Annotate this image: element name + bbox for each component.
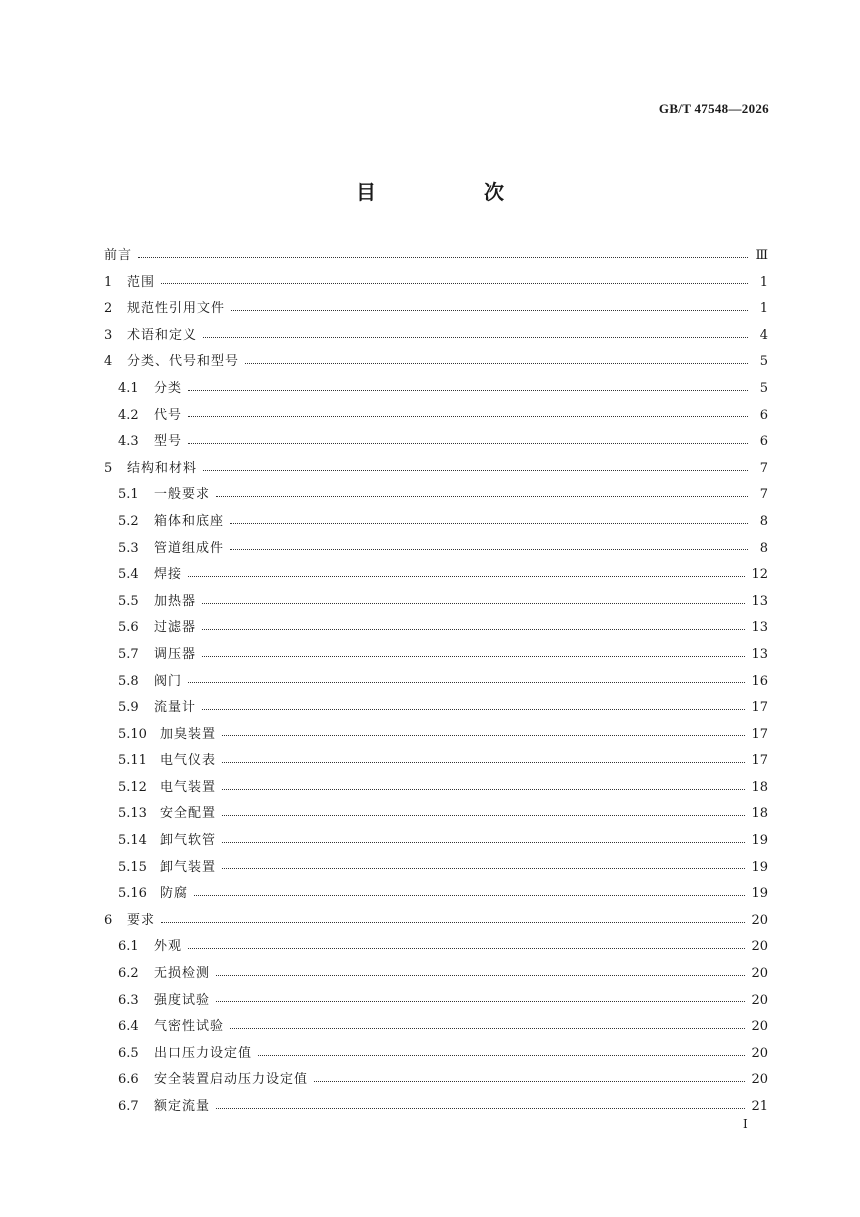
toc-entry-page: 8 [759,540,768,556]
toc-dot-leader [231,310,748,311]
toc-entry[interactable] [104,855,768,882]
toc-dot-leader [230,549,748,550]
toc-entry[interactable] [104,615,768,642]
toc-entry[interactable] [104,934,768,961]
toc-entry[interactable] [104,509,768,536]
toc-entry-number: 4.1 [118,380,139,396]
toc-entry-title: 强度试验 [154,992,211,1008]
toc-entry[interactable] [104,1041,768,1068]
toc-entry[interactable] [104,908,768,935]
toc-entry[interactable] [104,403,768,430]
toc-entry-number: 5.2 [118,513,139,529]
toc-entry-number: 5.10 [118,726,147,742]
toc-entry[interactable] [104,1067,768,1094]
toc-entry[interactable] [104,722,768,749]
toc-dot-leader [216,1001,745,1002]
toc-entry-title: 防腐 [160,886,189,902]
toc-dot-leader [245,363,748,364]
toc-entry[interactable] [104,349,768,376]
toc-dot-leader [202,656,745,657]
toc-entry-number: 5.14 [118,833,147,849]
toc-entry-page: 6 [759,434,768,450]
toc-dot-leader [202,709,745,710]
toc-entry-title: 无损检测 [154,966,211,982]
toc-entry-page: 13 [751,620,768,636]
toc-entry-title: 结构和材料 [127,460,198,476]
toc-entry-number: 5.16 [118,886,147,902]
toc-entry-number: 4.3 [118,434,139,450]
toc-dot-leader [216,496,748,497]
toc-entry[interactable] [104,961,768,988]
toc-entry-title: 调压器 [154,646,197,662]
toc-entry-title: 加热器 [154,593,197,609]
toc-dot-leader [161,283,748,284]
toc-entry-title: 代号 [154,407,183,423]
toc-entry[interactable] [104,376,768,403]
toc-dot-leader [222,735,745,736]
toc-entry[interactable] [104,243,768,270]
toc-entry-title: 额定流量 [154,1099,211,1114]
toc-entry-page: 6 [759,407,768,423]
toc-entry-title: 电气装置 [160,779,217,795]
toc-entry[interactable] [104,482,768,509]
toc-entry-number: 5.12 [118,779,147,795]
toc-dot-leader [216,975,745,976]
toc-entry[interactable] [104,562,768,589]
toc-dot-leader [222,842,745,843]
toc-entry-title: 过滤器 [154,620,197,636]
toc-entry-page: 17 [751,700,768,716]
toc-dot-leader [161,922,745,923]
toc-entry-number: 5 [104,460,113,476]
toc-dot-leader [188,576,745,577]
toc-dot-leader [188,682,745,683]
toc-entry-page: 19 [751,833,768,849]
toc-entry-page: 13 [751,646,768,662]
toc-dot-leader [194,895,745,896]
toc-dot-leader [230,523,748,524]
toc-entry-title: 箱体和底座 [154,513,225,529]
toc-entry-title: 阀门 [154,673,183,689]
toc-dot-leader [188,416,748,417]
toc-entry-number: 6.1 [118,939,139,955]
toc-entry-title: 规范性引用文件 [127,301,226,317]
toc-entry-title: 要求 [127,912,156,928]
toc-dot-leader [230,1028,745,1029]
toc-entry-number: 5.3 [118,540,139,556]
toc-entry[interactable] [104,988,768,1015]
toc-dot-leader [222,789,745,790]
toc-entry-number: 5.13 [118,806,147,822]
toc-entry-page: 4 [759,327,768,343]
toc-entry-page: 20 [751,1045,768,1061]
toc-dot-leader [138,257,748,258]
toc-entry[interactable] [104,589,768,616]
standard-code: GB/T 47548—2026 [658,101,769,116]
toc-entry-page: 20 [751,1072,768,1088]
toc-entry-title: 流量计 [154,700,197,716]
toc-entry-page: 16 [751,673,768,689]
toc-title: 目 次 [356,180,548,204]
toc-entry[interactable] [104,429,768,456]
toc-entry-page: Ⅲ [755,248,768,263]
toc-dot-leader [202,603,745,604]
toc-entry[interactable] [104,296,768,323]
toc-entry-title: 加臭装置 [160,726,217,742]
toc-dot-leader [216,1108,745,1109]
toc-entry-page: 20 [751,992,768,1008]
toc-entry-number: 6 [104,912,113,928]
toc-entry-number: 1 [104,274,113,290]
toc-dot-leader [188,443,748,444]
toc-dot-leader [188,948,745,949]
toc-dot-leader [222,868,745,869]
toc-dot-leader [188,390,748,391]
toc-entry-number: 6.2 [118,966,139,982]
toc-entry-number: 5.5 [118,593,139,609]
toc-entry[interactable] [104,642,768,669]
toc-entry-number: 6.5 [118,1045,139,1061]
toc-entry[interactable] [104,695,768,722]
toc-entry-title: 气密性试验 [154,1019,225,1035]
toc-entry-title: 管道组成件 [154,540,225,556]
toc-entry-page: 21 [751,1099,768,1114]
toc-entry-page: 7 [759,460,768,476]
toc-entry[interactable] [104,323,768,350]
toc-entry-page: 5 [759,354,768,370]
toc-entry-number: 6.7 [118,1099,139,1114]
toc-entry-title: 分类 [154,380,183,396]
toc-entry-title: 安全装置启动压力设定值 [154,1072,309,1088]
toc-entry[interactable] [104,1094,768,1121]
toc-entry[interactable] [104,775,768,802]
table-of-contents [104,243,768,1121]
toc-entry[interactable] [104,270,768,297]
toc-entry[interactable] [104,828,768,855]
toc-entry-title: 型号 [154,434,183,450]
toc-entry-number: 5.11 [118,753,147,769]
toc-dot-leader [314,1081,745,1082]
toc-entry-page: 8 [759,513,768,529]
toc-entry[interactable] [104,881,768,908]
toc-entry-title: 焊接 [154,567,183,583]
toc-entry-title: 卸气装置 [160,859,217,875]
toc-entry-title: 电气仪表 [160,753,217,769]
toc-entry-page: 5 [759,380,768,396]
toc-entry[interactable] [104,669,768,696]
toc-entry-number: 6.6 [118,1072,139,1088]
toc-entry[interactable] [104,456,768,483]
toc-entry-page: 13 [751,593,768,609]
toc-dot-leader [203,337,748,338]
toc-entry-page: 20 [751,1019,768,1035]
toc-entry-title: 一般要求 [154,487,211,503]
toc-entry-page: 19 [751,859,768,875]
toc-entry-number: 5.4 [118,567,139,583]
toc-entry-page: 17 [751,753,768,769]
toc-entry-title: 外观 [154,939,183,955]
page-number: I [743,1117,748,1131]
toc-entry[interactable] [104,801,768,828]
toc-entry[interactable] [104,1014,768,1041]
toc-entry[interactable] [104,748,768,775]
toc-entry-number: 3 [104,327,113,343]
toc-entry-page: 20 [751,966,768,982]
toc-entry-page: 1 [759,274,768,290]
toc-entry-number: 4 [104,354,113,370]
toc-entry[interactable] [104,536,768,563]
toc-entry-number: 5.7 [118,646,139,662]
toc-entry-page: 1 [759,301,768,317]
toc-dot-leader [203,470,748,471]
toc-entry-title: 分类、代号和型号 [127,354,240,370]
toc-entry-number: 6.4 [118,1019,139,1035]
toc-entry-number: 5.15 [118,859,147,875]
toc-entry-number: 5.9 [118,700,139,716]
toc-entry-title: 前言 [104,248,133,263]
toc-dot-leader [222,815,745,816]
toc-dot-leader [202,629,745,630]
toc-entry-number: 6.3 [118,992,139,1008]
toc-entry-page: 18 [751,779,768,795]
toc-entry-page: 19 [751,886,768,902]
toc-entry-title: 出口压力设定值 [154,1045,253,1061]
toc-entry-number: 5.1 [118,487,139,503]
toc-entry-title: 范围 [127,274,156,290]
toc-entry-title: 卸气软管 [160,833,217,849]
toc-entry-number: 5.8 [118,673,139,689]
toc-entry-page: 18 [751,806,768,822]
toc-entry-number: 2 [104,301,113,317]
toc-entry-page: 20 [751,912,768,928]
toc-entry-page: 12 [751,567,768,583]
toc-entry-number: 4.2 [118,407,139,423]
toc-entry-page: 20 [751,939,768,955]
toc-entry-number: 5.6 [118,620,139,636]
toc-entry-page: 7 [759,487,768,503]
toc-entry-page: 17 [751,726,768,742]
toc-entry-title: 安全配置 [160,806,217,822]
toc-dot-leader [222,762,745,763]
toc-entry-title: 术语和定义 [127,327,198,343]
toc-dot-leader [258,1055,745,1056]
